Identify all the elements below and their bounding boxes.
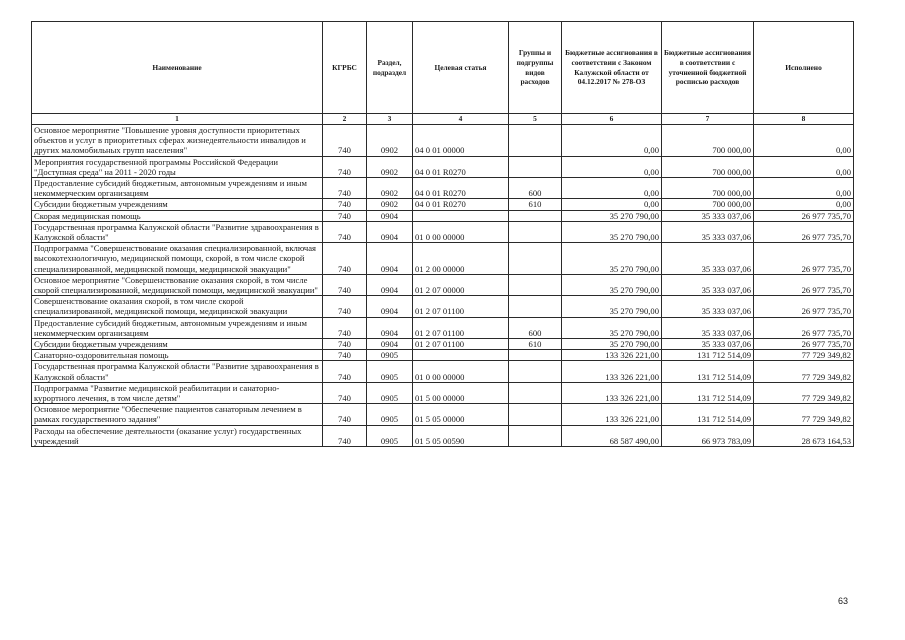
row-group (509, 404, 562, 425)
row-name: Основное мероприятие "Совершенствование оказания скорой, в том числе скорой специализированной, медицинской помощи, медицинской эвакуации" (32, 274, 323, 295)
row-law-amount: 0,00 (562, 199, 662, 210)
row-target: 04 0 01 00000 (413, 125, 509, 157)
row-refined-amount: 700 000,00 (662, 178, 754, 199)
column-number: 1 (32, 114, 323, 125)
row-razdel: 0904 (367, 221, 413, 242)
table-row (32, 243, 854, 275)
table-row (32, 274, 854, 295)
row-executed-amount: 26 977 735,70 (754, 274, 854, 295)
row-group (509, 210, 562, 221)
row-razdel: 0905 (367, 425, 413, 446)
header-executed: Исполнено (754, 22, 854, 114)
row-razdel: 0904 (367, 296, 413, 317)
header-razdel: Раздел, подраздел (367, 22, 413, 114)
table-row (32, 339, 854, 350)
row-razdel: 0904 (367, 274, 413, 295)
row-group (509, 350, 562, 361)
row-law-amount: 133 326 221,00 (562, 350, 662, 361)
row-name: Предоставление субсидий бюджетным, автономным учреждениям и иным некоммерческим организациям (32, 317, 323, 338)
row-law-amount: 35 270 790,00 (562, 210, 662, 221)
row-name: Основное мероприятие "Повышение уровня доступности приоритетных объектов и услуг в приоритетных сферах жизнедеятельности инвалидов и других маломобильных групп населения" (32, 125, 323, 157)
column-number: 7 (662, 114, 754, 125)
row-kgrbs: 740 (323, 274, 367, 295)
table-row (32, 199, 854, 210)
row-target: 04 0 01 R0270 (413, 156, 509, 177)
table-row (32, 382, 854, 403)
row-law-amount: 0,00 (562, 125, 662, 157)
column-number: 5 (509, 114, 562, 125)
table-row (32, 210, 854, 221)
row-target: 01 2 07 01100 (413, 317, 509, 338)
row-kgrbs: 740 (323, 178, 367, 199)
row-executed-amount: 77 729 349,82 (754, 404, 854, 425)
row-name: Государственная программа Калужской области "Развитие здравоохранения в Калужской области" (32, 361, 323, 382)
row-target: 01 2 00 00000 (413, 243, 509, 275)
row-executed-amount: 77 729 349,82 (754, 361, 854, 382)
table-row (32, 350, 854, 361)
row-refined-amount: 700 000,00 (662, 125, 754, 157)
row-name: Мероприятия государственной программы Российской Федерации "Доступная среда" на 2011 - 2020 годы (32, 156, 323, 177)
row-kgrbs: 740 (323, 350, 367, 361)
row-target: 04 0 01 R0270 (413, 178, 509, 199)
row-group (509, 221, 562, 242)
row-target: 01 2 07 00000 (413, 274, 509, 295)
row-kgrbs: 740 (323, 125, 367, 157)
row-kgrbs: 740 (323, 221, 367, 242)
row-group: 610 (509, 339, 562, 350)
row-kgrbs: 740 (323, 382, 367, 403)
table-row (32, 425, 854, 446)
row-group (509, 274, 562, 295)
row-name: Субсидии бюджетным учреждениям (32, 199, 323, 210)
row-target: 04 0 01 R0270 (413, 199, 509, 210)
row-razdel: 0904 (367, 210, 413, 221)
row-target: 01 5 05 00000 (413, 404, 509, 425)
row-name: Скорая медицинская помощь (32, 210, 323, 221)
column-number: 3 (367, 114, 413, 125)
row-executed-amount: 77 729 349,82 (754, 382, 854, 403)
header-refined: Бюджетные ассигнования в соответствии с уточненной бюджетной росписью расходов (662, 22, 754, 114)
row-refined-amount: 35 333 037,06 (662, 243, 754, 275)
row-name: Расходы на обеспечение деятельности (оказание услуг) государственных учреждений (32, 425, 323, 446)
row-executed-amount: 77 729 349,82 (754, 350, 854, 361)
row-group (509, 382, 562, 403)
row-law-amount: 35 270 790,00 (562, 339, 662, 350)
row-razdel: 0905 (367, 382, 413, 403)
row-kgrbs: 740 (323, 317, 367, 338)
row-kgrbs: 740 (323, 339, 367, 350)
row-name: Подпрограмма "Совершенствование оказания специализированной, включая высокотехнологичную, медицинской помощи, скорой, в том числе скорой специализированной, медицинской помощи, медицинской эвакуации" (32, 243, 323, 275)
row-name: Предоставление субсидий бюджетным, автономным учреждениям и иным некоммерческим организациям (32, 178, 323, 199)
row-razdel: 0902 (367, 125, 413, 157)
row-group (509, 296, 562, 317)
row-razdel: 0905 (367, 404, 413, 425)
row-law-amount: 133 326 221,00 (562, 404, 662, 425)
table-row (32, 178, 854, 199)
budget-sheet (31, 21, 853, 447)
header-groups: Группы и подгруппы видов расходов (509, 22, 562, 114)
header-law: Бюджетные ассигнования в соответствии с Законом Калужской области от 04.12.2017 № 278-ОЗ (562, 22, 662, 114)
row-law-amount: 35 270 790,00 (562, 296, 662, 317)
row-kgrbs: 740 (323, 425, 367, 446)
header-target: Целевая статья (413, 22, 509, 114)
row-executed-amount: 26 977 735,70 (754, 243, 854, 275)
row-refined-amount: 35 333 037,06 (662, 221, 754, 242)
table-row (32, 317, 854, 338)
row-razdel: 0902 (367, 156, 413, 177)
table-row (32, 221, 854, 242)
row-refined-amount: 131 712 514,09 (662, 382, 754, 403)
row-razdel: 0902 (367, 199, 413, 210)
row-refined-amount: 700 000,00 (662, 156, 754, 177)
row-target: 01 2 07 01100 (413, 296, 509, 317)
row-kgrbs: 740 (323, 361, 367, 382)
row-name: Государственная программа Калужской области "Развитие здравоохранения в Калужской области" (32, 221, 323, 242)
row-executed-amount: 26 977 735,70 (754, 296, 854, 317)
row-name: Субсидии бюджетным учреждениям (32, 339, 323, 350)
header-kgrbs: КГРБС (323, 22, 367, 114)
row-kgrbs: 740 (323, 243, 367, 275)
row-law-amount: 133 326 221,00 (562, 361, 662, 382)
header-row (32, 22, 854, 114)
row-group (509, 361, 562, 382)
row-target (413, 350, 509, 361)
row-name: Подпрограмма "Развитие медицинской реабилитации и санаторно-курортного лечения, в том числе детям" (32, 382, 323, 403)
row-target: 01 2 07 01100 (413, 339, 509, 350)
row-group: 600 (509, 178, 562, 199)
row-refined-amount: 35 333 037,06 (662, 296, 754, 317)
table-row (32, 404, 854, 425)
row-group (509, 156, 562, 177)
row-executed-amount: 26 977 735,70 (754, 317, 854, 338)
row-razdel: 0904 (367, 339, 413, 350)
row-razdel: 0905 (367, 361, 413, 382)
row-group: 600 (509, 317, 562, 338)
row-executed-amount: 26 977 735,70 (754, 339, 854, 350)
row-refined-amount: 66 973 783,09 (662, 425, 754, 446)
row-executed-amount: 0,00 (754, 178, 854, 199)
row-executed-amount: 0,00 (754, 156, 854, 177)
row-law-amount: 35 270 790,00 (562, 274, 662, 295)
row-law-amount: 68 587 490,00 (562, 425, 662, 446)
row-group (509, 425, 562, 446)
row-refined-amount: 131 712 514,09 (662, 404, 754, 425)
row-refined-amount: 131 712 514,09 (662, 350, 754, 361)
row-razdel: 0902 (367, 178, 413, 199)
row-law-amount: 35 270 790,00 (562, 317, 662, 338)
row-law-amount: 133 326 221,00 (562, 382, 662, 403)
column-number-row (32, 114, 854, 125)
row-kgrbs: 740 (323, 199, 367, 210)
table-row (32, 156, 854, 177)
table-body (32, 125, 854, 447)
row-razdel: 0904 (367, 317, 413, 338)
row-group: 610 (509, 199, 562, 210)
row-executed-amount: 26 977 735,70 (754, 210, 854, 221)
budget-table (31, 21, 854, 447)
row-razdel: 0905 (367, 350, 413, 361)
row-name: Санаторно-оздоровительная помощь (32, 350, 323, 361)
column-number: 8 (754, 114, 854, 125)
row-kgrbs: 740 (323, 156, 367, 177)
row-refined-amount: 131 712 514,09 (662, 361, 754, 382)
row-executed-amount: 0,00 (754, 125, 854, 157)
row-target: 01 5 00 00000 (413, 382, 509, 403)
row-target: 01 0 00 00000 (413, 221, 509, 242)
row-refined-amount: 700 000,00 (662, 199, 754, 210)
row-law-amount: 0,00 (562, 178, 662, 199)
row-refined-amount: 35 333 037,06 (662, 317, 754, 338)
column-number: 2 (323, 114, 367, 125)
row-group (509, 243, 562, 275)
table-row (32, 296, 854, 317)
row-refined-amount: 35 333 037,06 (662, 339, 754, 350)
row-refined-amount: 35 333 037,06 (662, 274, 754, 295)
row-target: 01 5 05 00590 (413, 425, 509, 446)
column-number: 6 (562, 114, 662, 125)
row-kgrbs: 740 (323, 210, 367, 221)
row-target (413, 210, 509, 221)
row-executed-amount: 26 977 735,70 (754, 221, 854, 242)
table-row (32, 125, 854, 157)
row-target: 01 0 00 00000 (413, 361, 509, 382)
row-razdel: 0904 (367, 243, 413, 275)
row-kgrbs: 740 (323, 296, 367, 317)
row-executed-amount: 28 673 164,53 (754, 425, 854, 446)
page-number: 63 (838, 596, 849, 606)
row-kgrbs: 740 (323, 404, 367, 425)
header-name: Наименование (32, 22, 323, 114)
column-number: 4 (413, 114, 509, 125)
row-name: Совершенствование оказания скорой, в том числе скорой специализированной, медицинской помощи, медицинской эвакуации (32, 296, 323, 317)
row-refined-amount: 35 333 037,06 (662, 210, 754, 221)
row-law-amount: 35 270 790,00 (562, 221, 662, 242)
row-law-amount: 35 270 790,00 (562, 243, 662, 275)
row-law-amount: 0,00 (562, 156, 662, 177)
table-row (32, 361, 854, 382)
row-group (509, 125, 562, 157)
row-executed-amount: 0,00 (754, 199, 854, 210)
row-name: Основное мероприятие "Обеспечение пациентов санаторным лечением в рамках государственного задания" (32, 404, 323, 425)
